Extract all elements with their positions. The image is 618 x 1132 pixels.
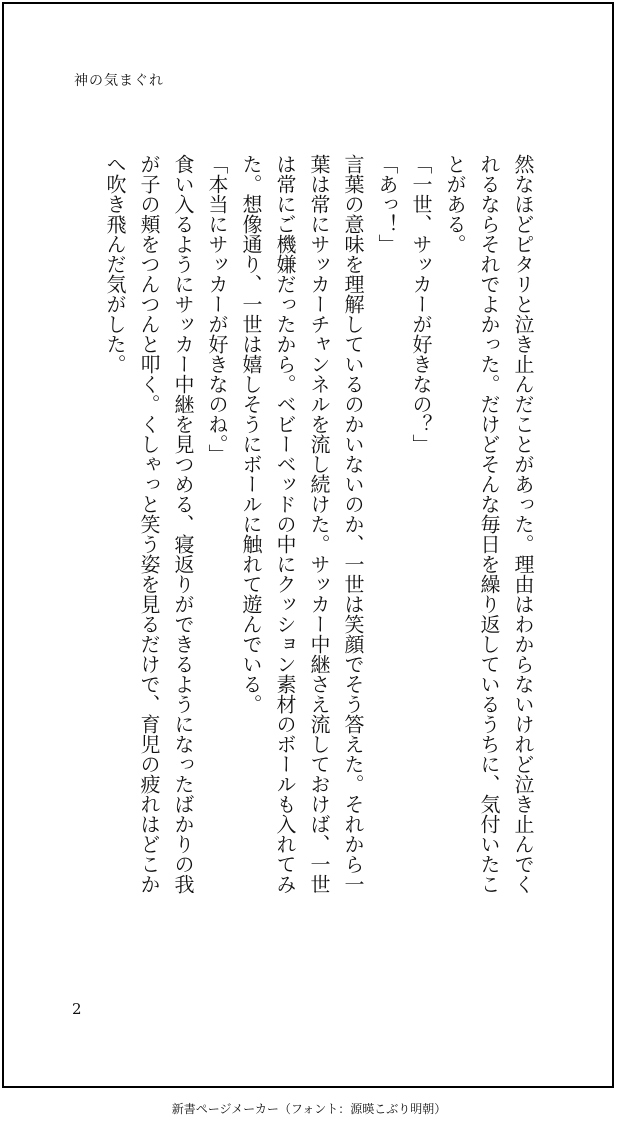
text-line: 食い入るようにサッカー中継を見つめる、寝返りができるようになったばかりの我 xyxy=(171,154,195,894)
page-frame xyxy=(2,2,614,1088)
page-number: 2 xyxy=(72,1000,82,1018)
body-text xyxy=(98,154,540,974)
text-line: 然なほどピタリと泣き止んだことがあった。理由はわからないけれど泣き止んでく xyxy=(511,154,535,894)
text-line: とがある。 xyxy=(443,154,467,254)
dialogue-line: 「あっ！」 xyxy=(375,154,399,254)
dialogue-line: 「本当にサッカーが好きなのね。」 xyxy=(205,154,229,464)
text-line: れるならそれでよかった。だけどそんな毎日を繰り返しているうちに、気付いたこ xyxy=(477,154,501,894)
dialogue-line: 「一世、サッカーが好きなの？」 xyxy=(409,154,433,454)
text-line: は常にご機嫌だったから。ベビーベッドの中にクッション素材のボールも入れてみ xyxy=(273,154,297,894)
text-line: 言葉の意味を理解しているのかいないのか、一世は笑顔でそう答えた。それから一 xyxy=(341,154,365,894)
text-line: が子の頬をつんつんと叩く。くしゃっと笑う姿を見るだけで、育児の疲れはどこか xyxy=(137,154,161,894)
text-line: た。想像通り、一世は嬉しそうにボールに触れて遊んでいる。 xyxy=(239,154,263,714)
text-line: 葉は常にサッカーチャンネルを流し続けた。サッカー中継さえ流しておけば、一世 xyxy=(307,154,331,894)
footer-credit: 新書ページメーカー（フォント：源暎こぶり明朝） xyxy=(171,1102,447,1116)
running-header: 神の気まぐれ xyxy=(74,73,164,89)
text-line: へ吹き飛んだ気がした。 xyxy=(103,154,127,374)
